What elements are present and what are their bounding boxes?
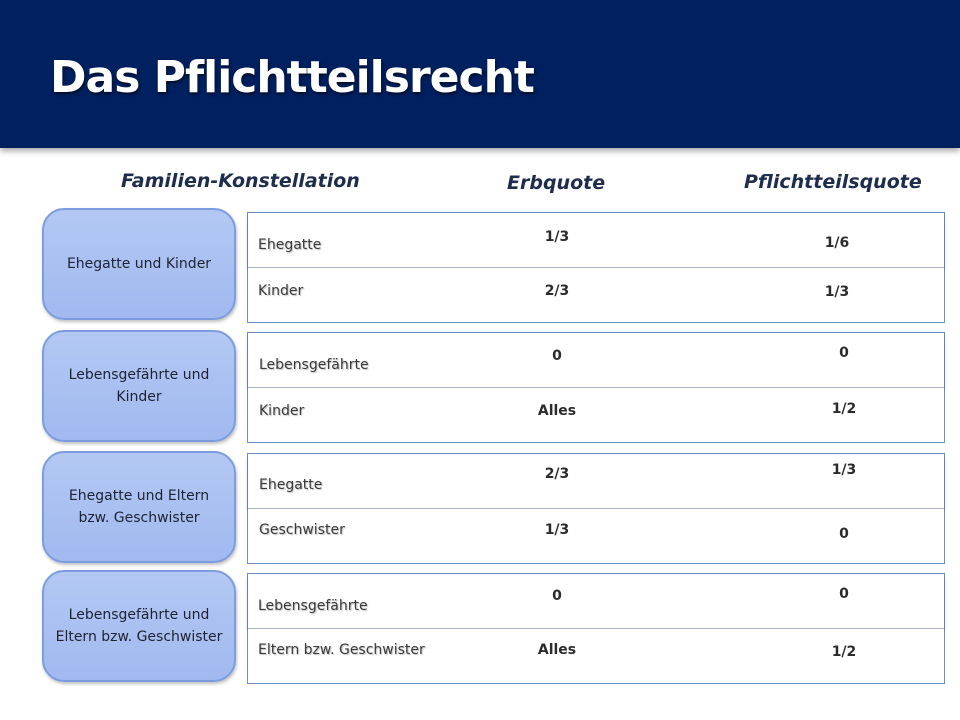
constellation-ehegatte-kinder: Ehegatte und Kinder bbox=[42, 208, 236, 320]
erbquote-value: 1/3 bbox=[544, 522, 570, 538]
constellation-lebensgefaehrte-kinder: Lebensgefährte und Kinder bbox=[42, 330, 236, 442]
erbquote-value: 2/3 bbox=[544, 466, 570, 482]
pflichtteil-value: 0 bbox=[839, 586, 849, 602]
page-title: Das Pflichtteilsrecht bbox=[50, 52, 534, 103]
quota-group-2 bbox=[247, 332, 945, 443]
pflichtteil-value: 1/2 bbox=[831, 644, 857, 660]
erbquote-value: 0 bbox=[552, 348, 562, 364]
pflichtteil-value: 1/3 bbox=[831, 462, 857, 478]
erbquote-value: 2/3 bbox=[544, 283, 570, 299]
pflichtteil-value: 0 bbox=[839, 345, 849, 361]
pflichtteil-value: 1/6 bbox=[824, 235, 850, 251]
quota-group-4 bbox=[247, 573, 945, 684]
pflichtteil-value: 1/2 bbox=[831, 401, 857, 417]
member-label: Kinder bbox=[259, 403, 305, 419]
column-header-pflichtteilsquote: Pflichtteilsquote bbox=[744, 171, 922, 193]
member-label: Lebensgefährte bbox=[259, 357, 369, 373]
erbquote-value: Alles bbox=[537, 403, 577, 419]
erbquote-value: 0 bbox=[552, 588, 562, 604]
member-label: Geschwister bbox=[259, 522, 345, 538]
column-header-family: Familien-Konstellation bbox=[121, 170, 360, 192]
constellation-lebensgefaehrte-eltern: Lebensgefährte und Eltern bzw. Geschwister bbox=[42, 570, 236, 682]
member-label: Lebensgefährte bbox=[258, 598, 368, 614]
pflichtteil-value: 0 bbox=[839, 526, 849, 542]
title-bar bbox=[0, 0, 960, 148]
member-label: Kinder bbox=[258, 283, 304, 299]
column-header-erbquote: Erbquote bbox=[507, 172, 606, 194]
constellation-ehegatte-eltern: Ehegatte und Eltern bzw. Geschwister bbox=[42, 451, 236, 563]
erbquote-value: Alles bbox=[537, 642, 577, 658]
erbquote-value: 1/3 bbox=[544, 229, 570, 245]
member-label: Ehegatte bbox=[259, 477, 323, 493]
quota-group-3 bbox=[247, 453, 945, 564]
member-label: Ehegatte bbox=[258, 237, 322, 253]
quota-group-1 bbox=[247, 212, 945, 323]
member-label: Eltern bzw. Geschwister bbox=[258, 642, 425, 658]
pflichtteil-value: 1/3 bbox=[824, 284, 850, 300]
